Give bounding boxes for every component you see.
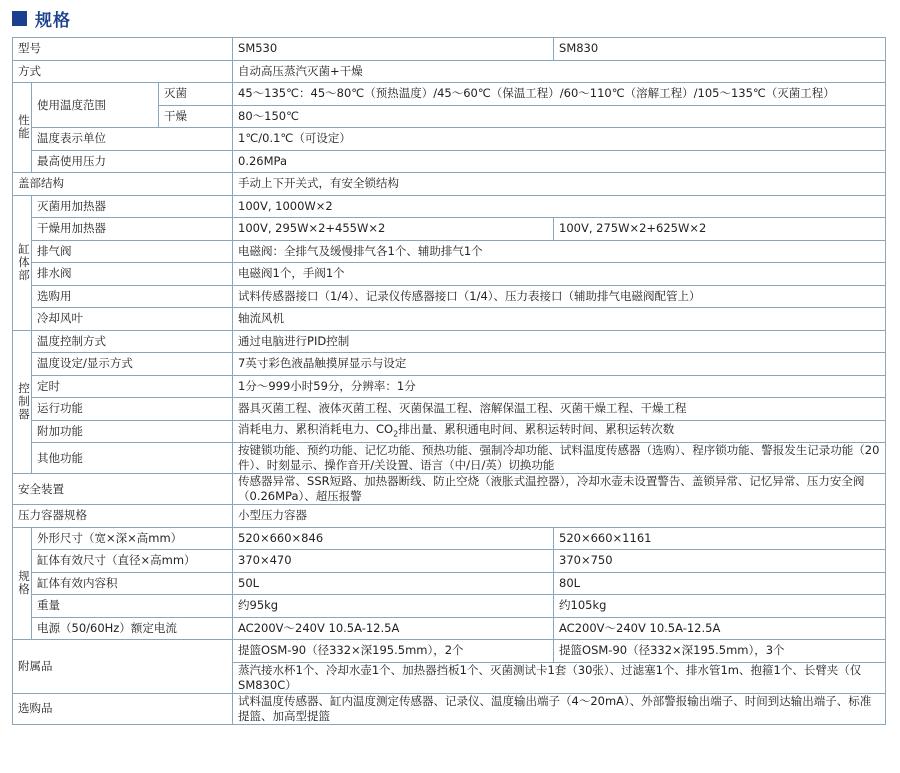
pressure-row	[13, 150, 886, 173]
power-830: AC200V～240V 10.5A-12.5A	[554, 617, 886, 640]
drain-label: 排水阀	[32, 263, 233, 286]
unit-label: 温度表示单位	[32, 128, 233, 151]
header-row	[13, 38, 886, 61]
exhaust-label: 排气阀	[32, 240, 233, 263]
accessories-basket-row	[13, 640, 886, 663]
fan-label: 冷却风叶	[32, 308, 233, 331]
unit-value: 1℃/0.1℃（可设定）	[233, 128, 886, 151]
accessories-common: 蒸汽接水杯1个、冷却水壶1个、加热器挡板1个、灭菌测试卡1套（30张）、过滤塞1个、排水管1m、抱箍1个、长臂夹（仅SM830C）	[233, 662, 886, 693]
display-label: 温度设定/显示方式	[32, 353, 233, 376]
extra-value: 消耗电力、累积消耗电力、$CO_2$排出量、累积通电时间、累积运转时间、累积运转次数	[233, 420, 886, 443]
option-port-row	[13, 285, 886, 308]
weight-530: 约95kg	[233, 595, 554, 618]
method-row	[13, 60, 886, 83]
dims-label: 外形尺寸（宽×深×高mm）	[32, 527, 233, 550]
dry-heater-label: 干燥用加热器	[32, 218, 233, 241]
volume-530: 50L	[233, 572, 554, 595]
option-port-label: 选购用	[32, 285, 233, 308]
temp-range-label: 使用温度范围	[32, 83, 159, 128]
inner-label: 缸体有效尺寸（直径×高mm）	[32, 550, 233, 573]
spec-table	[12, 37, 886, 725]
lid-label: 盖部结构	[13, 173, 233, 196]
other-label: 其他功能	[32, 443, 233, 474]
display-value: 7英寸彩色液晶触摸屏显示与设定	[233, 353, 886, 376]
chamber-group-label: 缸体部	[13, 195, 32, 330]
dims-row	[13, 527, 886, 550]
volume-830: 80L	[554, 572, 886, 595]
volume-row	[13, 572, 886, 595]
section-title: 规格	[35, 10, 71, 31]
power-530: AC200V～240V 10.5A-12.5A	[233, 617, 554, 640]
vessel-label: 压力容器规格	[13, 505, 233, 528]
unit-row	[13, 128, 886, 151]
controller-group-label: 控制器	[13, 330, 32, 474]
dims-530: 520×660×846	[233, 527, 554, 550]
run-value: 器具灭菌工程、液体灭菌工程、灭菌保温工程、溶解保温工程、灭菌干燥工程、干燥工程	[233, 398, 886, 421]
run-label: 运行功能	[32, 398, 233, 421]
inner-530: 370×470	[233, 550, 554, 573]
dry-heater-row	[13, 218, 886, 241]
section-title-bar	[12, 6, 71, 30]
exhaust-row	[13, 240, 886, 263]
inner-830: 370×750	[554, 550, 886, 573]
performance-group-label: 性能	[13, 83, 32, 173]
lid-value: 手动上下开关式，有安全锁结构	[233, 173, 886, 196]
run-row	[13, 398, 886, 421]
sterilize-value: 45～135℃：45～80℃（预热温度）/45～60℃（保温工程）/60～110℃（溶解工程）/105～135℃（灭菌工程）	[233, 83, 886, 106]
temp-ctrl-row	[13, 330, 886, 353]
pressure-label: 最高使用压力	[32, 150, 233, 173]
timer-label: 定时	[32, 375, 233, 398]
pressure-value: 0.26MPa	[233, 150, 886, 173]
safety-value: 传感器异常、SSR短路、加热器断线、防止空烧（液胀式温控器），冷却水壶未设置警告、盖锁异常、记忆异常、压力安全阀（0.26MPa）、超压报警	[233, 474, 886, 505]
weight-row	[13, 595, 886, 618]
dims-830: 520×660×1161	[554, 527, 886, 550]
extra-row	[13, 420, 886, 443]
timer-value: 1分～999小时59分，分辨率：1分	[233, 375, 886, 398]
fan-row	[13, 308, 886, 331]
weight-830: 约105kg	[554, 595, 886, 618]
accessories-label: 附属品	[13, 640, 233, 694]
model-sm530: SM530	[233, 38, 554, 61]
power-label: 电源（50/60Hz）额定电流	[32, 617, 233, 640]
safety-label: 安全装置	[13, 474, 233, 505]
basket-530: 提篮OSM-90（径332×深195.5mm），2个	[233, 640, 554, 663]
timer-row	[13, 375, 886, 398]
steril-heater-label: 灭菌用加热器	[32, 195, 233, 218]
basket-830: 提篮OSM-90（径332×深195.5mm），3个	[554, 640, 886, 663]
power-row	[13, 617, 886, 640]
weight-label: 重量	[32, 595, 233, 618]
model-label: 型号	[13, 38, 233, 61]
options-value: 试料温度传感器、缸内温度测定传感器、记录仪、温度输出端子（4～20mA）、外部警报输出端子、时间到达输出端子、标准提篮、加高型提篮	[233, 693, 886, 724]
temp-ctrl-value: 通过电脑进行PID控制	[233, 330, 886, 353]
drain-value: 电磁阀1个，手阀1个	[233, 263, 886, 286]
other-value: 按键锁功能、预约功能、记忆功能、预热功能、强制冷却功能、试料温度传感器（选购）、程序锁功能、警报发生记录功能（20件）、时刻显示、操作音开/关设置、语言（中/日/英）切换功能	[233, 443, 886, 474]
temp-ctrl-label: 温度控制方式	[32, 330, 233, 353]
extra-label: 附加功能	[32, 420, 233, 443]
dry-heater-830: 100V, 275W×2+625W×2	[554, 218, 886, 241]
dry-heater-530: 100V, 295W×2+455W×2	[233, 218, 554, 241]
title-square-icon	[12, 11, 27, 26]
safety-row	[13, 474, 886, 505]
inner-row	[13, 550, 886, 573]
model-sm830: SM830	[554, 38, 886, 61]
method-label: 方式	[13, 60, 233, 83]
other-row	[13, 443, 886, 474]
display-row	[13, 353, 886, 376]
options-row	[13, 693, 886, 724]
steril-heater-row	[13, 195, 886, 218]
exhaust-value: 电磁阀：全排气及缓慢排气各1个、辅助排气1个	[233, 240, 886, 263]
vessel-row	[13, 505, 886, 528]
dry-label: 干燥	[159, 105, 233, 128]
specs-group-label: 规格	[13, 527, 32, 640]
vessel-value: 小型压力容器	[233, 505, 886, 528]
volume-label: 缸体有效内容积	[32, 572, 233, 595]
dry-value: 80～150℃	[233, 105, 886, 128]
lid-row	[13, 173, 886, 196]
option-port-value: 试料传感器接口（1/4）、记录仪传感器接口（1/4）、压力表接口（辅助排气电磁阀配管上）	[233, 285, 886, 308]
method-value: 自动高压蒸汽灭菌+干燥	[233, 60, 886, 83]
options-label: 选购品	[13, 693, 233, 724]
fan-value: 轴流风机	[233, 308, 886, 331]
drain-row	[13, 263, 886, 286]
sterilize-label: 灭菌	[159, 83, 233, 106]
steril-heater-value: 100V, 1000W×2	[233, 195, 886, 218]
temp-range-steril-row	[13, 83, 886, 106]
